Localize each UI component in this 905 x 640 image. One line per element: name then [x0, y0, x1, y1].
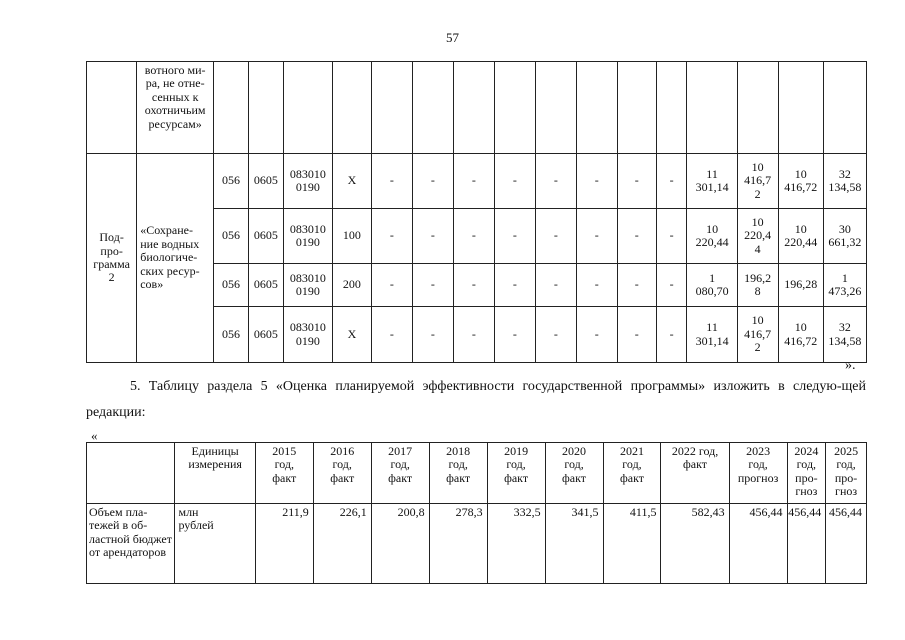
unit-cell: млн рублей [175, 504, 255, 584]
dash-cell: - [576, 264, 617, 307]
grbs-code: 056 [214, 264, 249, 307]
csr-code: 083010 0190 [283, 307, 332, 363]
table-row [87, 504, 867, 584]
dash-cell: - [412, 209, 453, 264]
vr-code: X [332, 154, 371, 209]
value-cell: 11 301,14 [687, 307, 737, 363]
vr-code: 200 [332, 264, 371, 307]
value-cell: 32 134,58 [823, 154, 866, 209]
dash-cell: - [453, 209, 494, 264]
column-header: 2024 год, про- гноз [787, 443, 826, 504]
value-cell: 196,28 [778, 264, 823, 307]
rzpr-code: 0605 [248, 209, 283, 264]
value-cell: 278,3 [429, 504, 487, 584]
dash-cell: - [576, 307, 617, 363]
table-cell [87, 62, 137, 154]
table-row [87, 62, 867, 154]
indicator-label: Объем пла-тежей в об-ластной бюджет от арендаторов [87, 504, 175, 584]
value-cell: 332,5 [487, 504, 545, 584]
value-cell: 582,43 [661, 504, 729, 584]
value-cell: 30 661,32 [823, 209, 866, 264]
page-number: 57 [446, 30, 459, 45]
value-cell: 341,5 [545, 504, 603, 584]
dash-cell: - [494, 209, 535, 264]
csr-code: 083010 0190 [283, 209, 332, 264]
dash-cell: - [371, 264, 412, 307]
dash-cell: - [494, 264, 535, 307]
budget-table [86, 61, 867, 363]
dash-cell: - [453, 307, 494, 363]
efficiency-table [86, 442, 867, 584]
value-cell: 211,9 [255, 504, 313, 584]
dash-cell: - [656, 209, 687, 264]
vr-code: X [332, 307, 371, 363]
rzpr-code: 0605 [248, 264, 283, 307]
column-header: 2017 год, факт [371, 443, 429, 504]
table-row [87, 154, 867, 209]
dash-cell: - [535, 264, 576, 307]
dash-cell: - [617, 264, 656, 307]
dash-cell: - [371, 307, 412, 363]
column-header-units: Единицы измерения [175, 443, 255, 504]
dash-cell: - [617, 307, 656, 363]
column-header: 2021 год, факт [603, 443, 661, 504]
dash-cell: - [535, 154, 576, 209]
grbs-code: 056 [214, 307, 249, 363]
value-cell: 1 473,26 [823, 264, 866, 307]
column-header: 2015 год, факт [255, 443, 313, 504]
column-header [87, 443, 175, 504]
value-cell: 196,2 8 [737, 264, 778, 307]
dash-cell: - [371, 154, 412, 209]
dash-cell: - [656, 154, 687, 209]
amendment-paragraph: 5. Таблицу раздела 5 «Оценка планируемой эффективности государственной программы» изложить в следую-щей редакции: [86, 379, 866, 420]
dash-cell: - [494, 307, 535, 363]
dash-cell: - [371, 209, 412, 264]
column-header: 2025 год, про- гноз [826, 443, 867, 504]
value-cell: 226,1 [313, 504, 371, 584]
dash-cell: - [656, 264, 687, 307]
rzpr-code: 0605 [248, 154, 283, 209]
grbs-code: 056 [214, 154, 249, 209]
dash-cell: - [453, 264, 494, 307]
column-header: 2018 год, факт [429, 443, 487, 504]
csr-code: 083010 0190 [283, 154, 332, 209]
dash-cell: - [656, 307, 687, 363]
value-cell: 32 134,58 [823, 307, 866, 363]
dash-cell: - [576, 154, 617, 209]
value-cell: 1 080,70 [687, 264, 737, 307]
column-header: 2016 год, факт [313, 443, 371, 504]
closing-quote: ». [845, 358, 856, 373]
value-cell: 200,8 [371, 504, 429, 584]
dash-cell: - [412, 264, 453, 307]
value-cell: 10 416,7 2 [737, 154, 778, 209]
value-cell: 10 220,44 [687, 209, 737, 264]
opening-quote: « [91, 428, 98, 443]
value-cell: 456,44 [787, 504, 826, 584]
dash-cell: - [535, 209, 576, 264]
value-cell: 456,44 [826, 504, 867, 584]
dash-cell: - [576, 209, 617, 264]
subprogram-label: Под- про- грамма 2 [87, 154, 137, 363]
vr-code: 100 [332, 209, 371, 264]
column-header: 2023 год, прогноз [729, 443, 787, 504]
dash-cell: - [617, 154, 656, 209]
row-description: вотного ми- ра, не отне- сенных к охотничьим ресурсам» [137, 62, 214, 154]
column-header: 2019 год, факт [487, 443, 545, 504]
value-cell: 10 220,4 4 [737, 209, 778, 264]
column-header: 2022 год, факт [661, 443, 729, 504]
subprogram-description: «Сохране- ние водных биологиче- ских ресур- сов» [137, 154, 214, 363]
value-cell: 11 301,14 [687, 154, 737, 209]
header-row [87, 443, 867, 504]
dash-cell: - [535, 307, 576, 363]
value-cell: 10 416,7 2 [737, 307, 778, 363]
dash-cell: - [453, 154, 494, 209]
dash-cell: - [617, 209, 656, 264]
grbs-code: 056 [214, 209, 249, 264]
dash-cell: - [412, 307, 453, 363]
value-cell: 10 416,72 [778, 154, 823, 209]
csr-code: 083010 0190 [283, 264, 332, 307]
value-cell: 10 416,72 [778, 307, 823, 363]
value-cell: 456,44 [729, 504, 787, 584]
dash-cell: - [494, 154, 535, 209]
value-cell: 10 220,44 [778, 209, 823, 264]
dash-cell: - [412, 154, 453, 209]
rzpr-code: 0605 [248, 307, 283, 363]
column-header: 2020 год, факт [545, 443, 603, 504]
value-cell: 411,5 [603, 504, 661, 584]
